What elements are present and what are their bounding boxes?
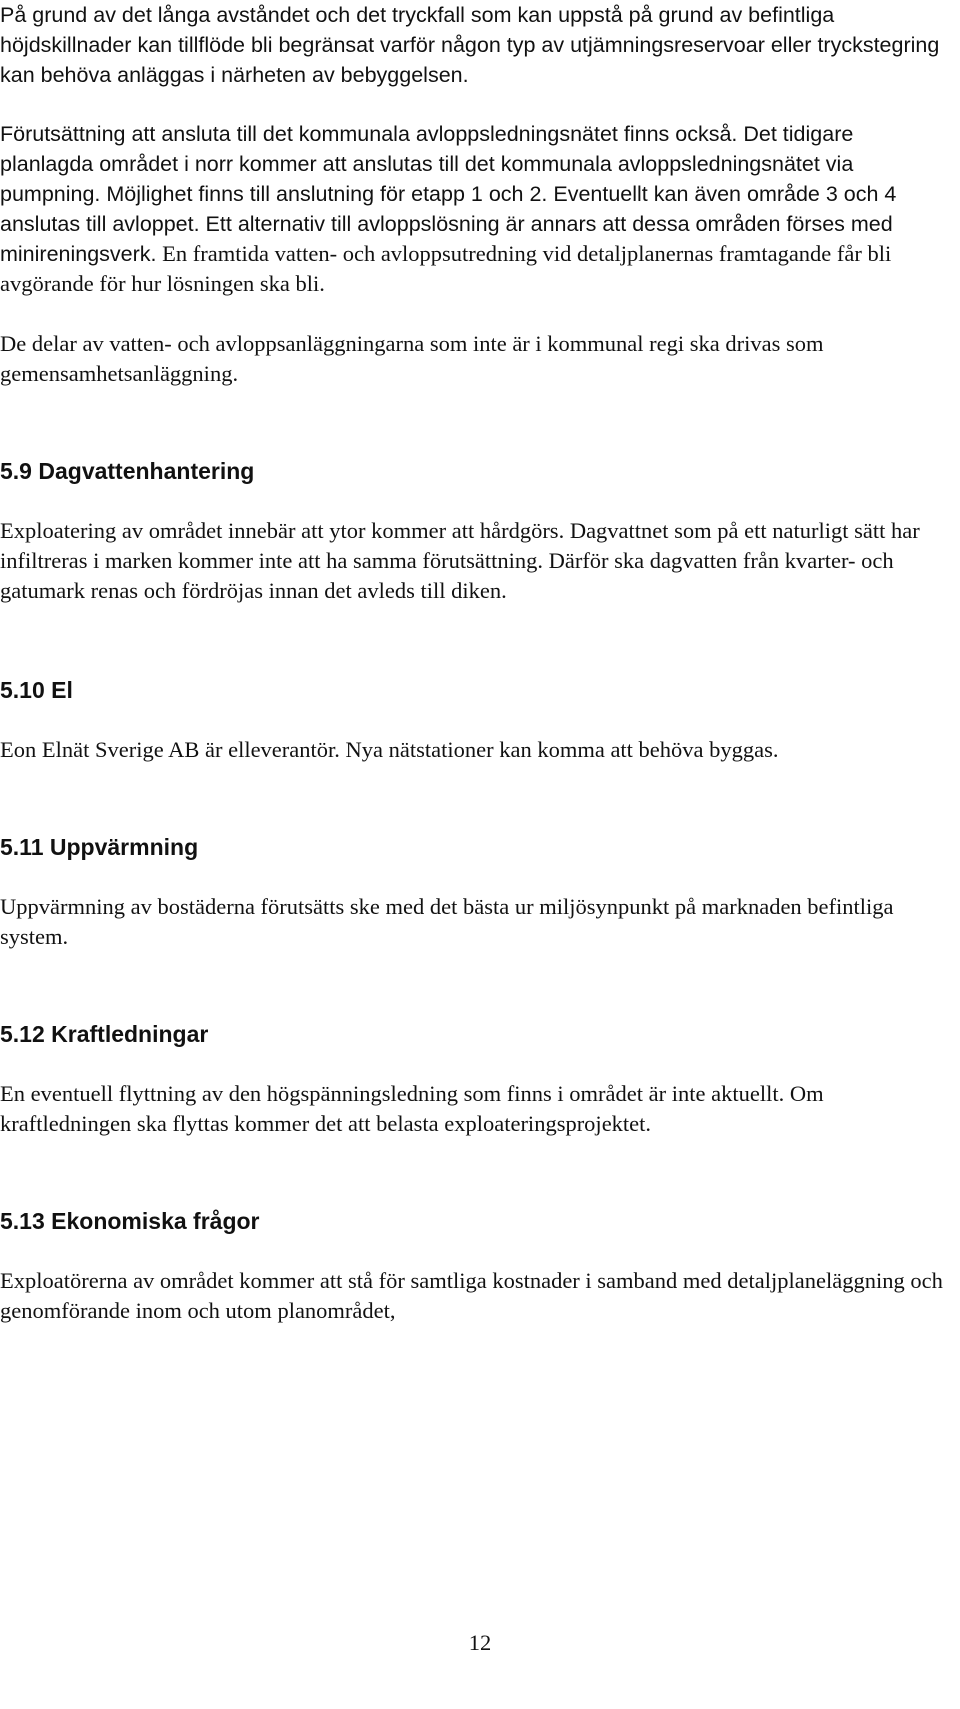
heading-ekonomiska-fragor: 5.13 Ekonomiska frågor (0, 1208, 260, 1234)
paragraph-shared-facility: De delar av vatten- och avloppsanläggningarna som inte är i kommunal regi ska drivas som gemensamhetsanläggning. (0, 331, 824, 386)
paragraph-sewage-serif: En framtida vatten- och avloppsutredning vid detaljplanernas framtagande får bli avgörande för hur lösningen ska bli. (0, 241, 892, 296)
paragraph-water-supply: På grund av det långa avståndet och det tryckfall som kan uppstå på grund av befintliga höjdskillnader kan tillflöde bli begränsat varför någon typ av utjämningsreservoar eller tryckstegring kan behöva anläggas i närheten av bebyggelsen. (0, 3, 940, 87)
heading-kraftledningar: 5.12 Kraftledningar (0, 1021, 209, 1047)
heading-uppvarmning: 5.11 Uppvärmning (0, 834, 199, 860)
heading-el: 5.10 El (0, 677, 73, 703)
paragraph-ekonomiska-fragor: Exploatörerna av området kommer att stå för samtliga kostnader i samband med detaljplaneläggning och genomförande inom och utom planområdet, (0, 1268, 943, 1323)
paragraph-sewage-sans: Förutsättning att ansluta till det kommunala avloppsledningsnätet finns också. Det tidigare planlagda området i norr kommer att anslutas till det kommunala avloppsledningsnätet via pumpning. Möjlighet finns till anslutning för etapp 1 och 2. Eventuellt kan även område 3 och 4 anslutas till avloppet. Ett alternativ till avloppslösning är annars att dessa områden förses med minireningsverk. (0, 122, 897, 266)
page-number: 12 (468, 1630, 492, 1655)
paragraph-uppvarmning: Uppvärmning av bostäderna förutsätts ske med det bästa ur miljösynpunkt på marknaden befintliga system. (0, 894, 894, 949)
paragraph-kraftledningar: En eventuell flyttning av den högspänningsledning som finns i området är inte aktuellt. Om kraftledningen ska flyttas kommer det att belasta exploateringsprojektet. (0, 1081, 824, 1136)
paragraph-dagvattenhantering: Exploatering av området innebär att ytor kommer att hårdgörs. Dagvattnet som på ett naturligt sätt har infiltreras i marken kommer inte att ha samma förutsättning. Därför ska dagvatten från kvarter- och gatumark renas och fördröjas innan det avleds till diken. (0, 518, 920, 603)
heading-dagvattenhantering: 5.9 Dagvattenhantering (0, 458, 255, 484)
paragraph-el: Eon Elnät Sverige AB är elleverantör. Nya nätstationer kan komma att behöva byggas. (0, 737, 779, 762)
paragraph-sewage (0, 119, 950, 299)
